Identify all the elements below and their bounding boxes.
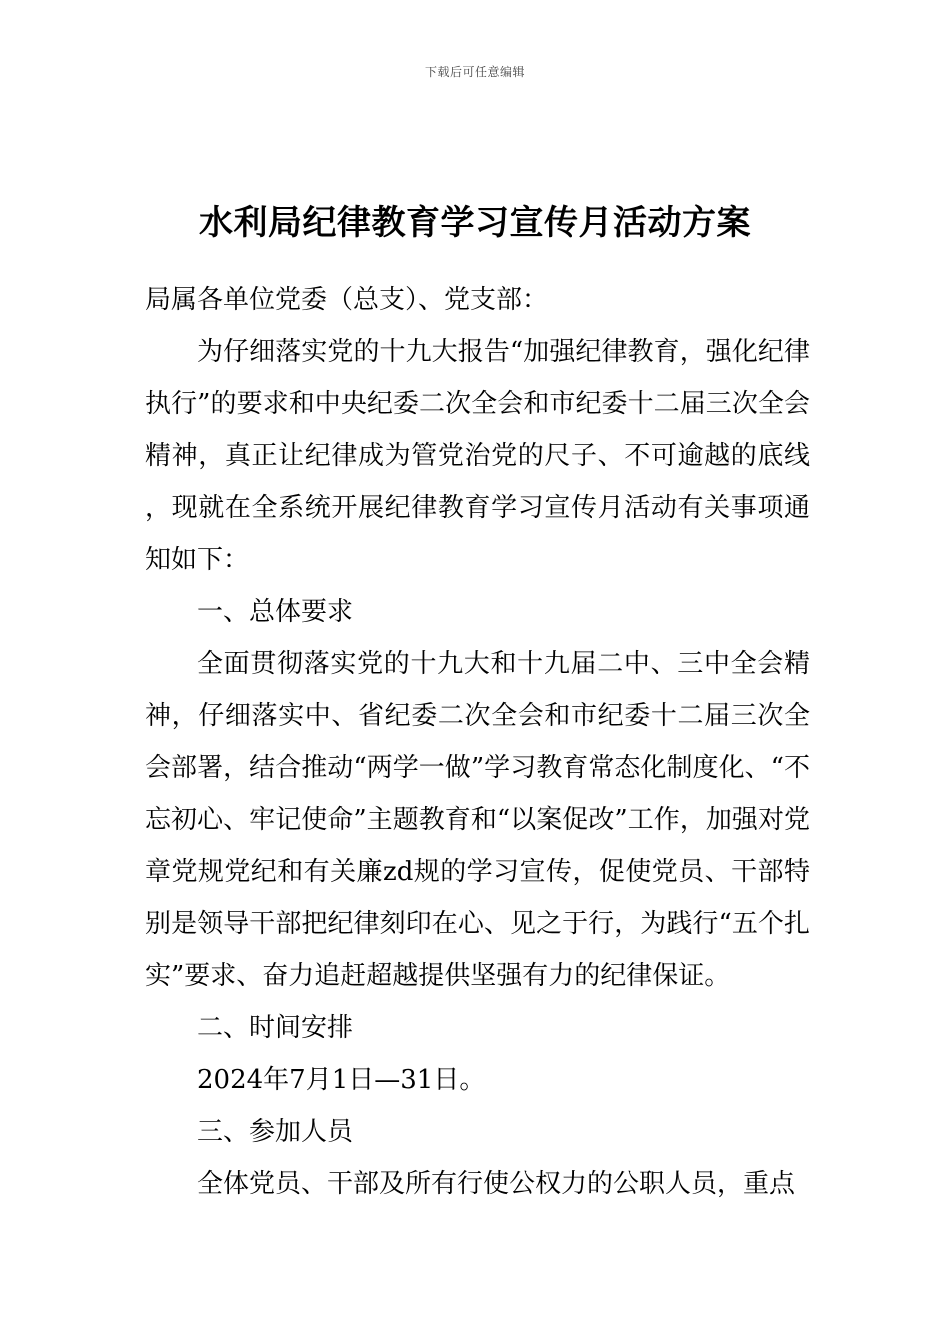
section1-heading: 一、总体要求 xyxy=(197,597,354,627)
section1-paragraph: 全面贯彻落实党的十九大和十九届二中、三中全会精神，仔细落实中、省纪委二次全会和市纪委十二届三次全会部署，结合推动“两学一做”学习教育常态化制度化、“不忘初心、牢记使命”主题教育和“以案促改”工作，加强对党章党规党纪和有关廉zd规的学习宣传，促使党员、干部特别是领导干部把纪律刻印在心、见之于行，为践行“五个扎实”要求、奋力追赶超越提供坚强有力的纪律保证。 xyxy=(145,649,810,991)
section3-paragraph: 全体党员、干部及所有行使公权力的公职人员，重点 xyxy=(197,1169,796,1199)
section2-paragraph: 2024年7月1日—31日。 xyxy=(197,1065,486,1095)
header-note: 下载后可任意编辑 xyxy=(424,65,525,79)
intro-paragraph: 为仔细落实党的十九大报告“加强纪律教育，强化纪律执行”的要求和中央纪委二次全会和市纪委十二届三次全会精神，真正让纪律成为管党治党的尺子、不可逾越的底线，现就在全系统开展纪律教育学习宣传月活动有关事项通知如下： xyxy=(145,337,810,575)
salutation: 局属各单位党委（总支）、党支部： xyxy=(145,285,549,315)
document-body xyxy=(145,274,810,1210)
section2-heading: 二、时间安排 xyxy=(197,1013,354,1043)
document-title: 水利局纪律教育学习宣传月活动方案 xyxy=(199,202,751,243)
section3-heading: 三、参加人员 xyxy=(197,1117,354,1147)
